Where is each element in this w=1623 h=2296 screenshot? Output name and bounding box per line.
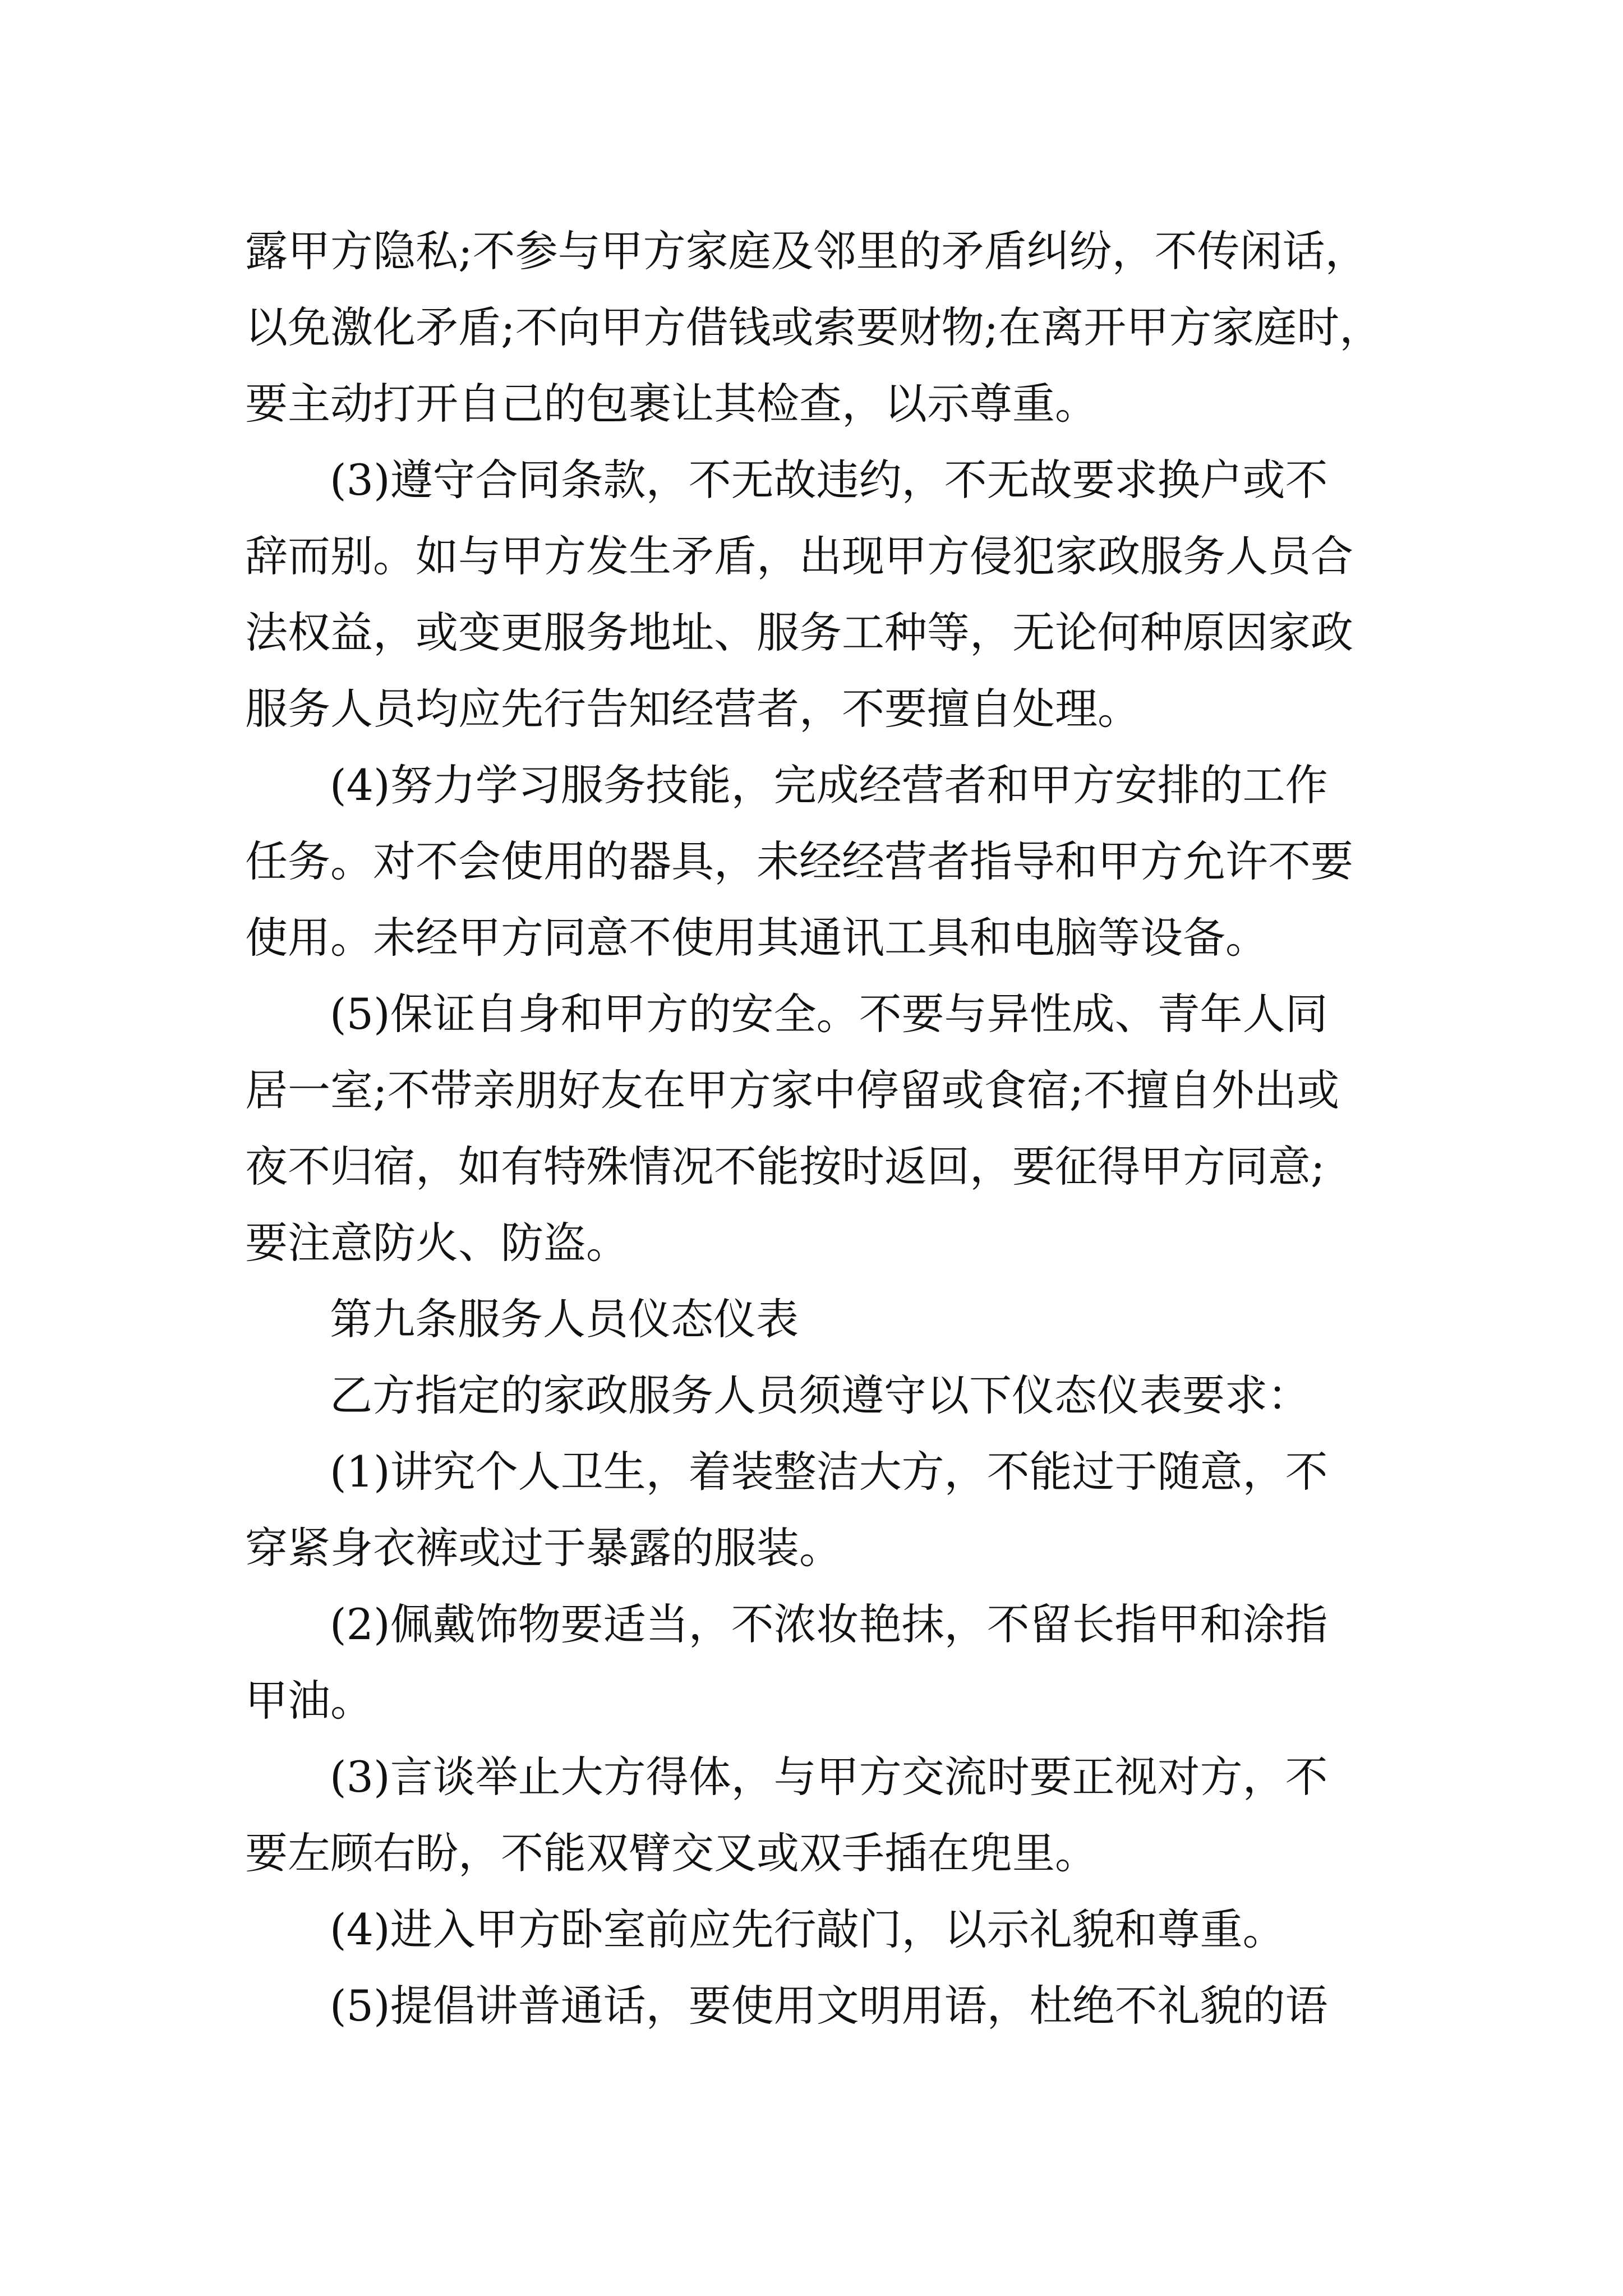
text-line-10: 使用。未经甲方同意不使用其通讯工具和电脑等设备。	[245, 913, 1268, 963]
text-line-24: (5)提倡讲普通话，要使用文明用语，杜绝不礼貌的语	[330, 1981, 1328, 2031]
text-line-6: 法权益，或变更服务地址、服务工种等，无论何种原因家政	[245, 608, 1353, 657]
text-line-4: (3)遵守合同条款，不无故违约，不无故要求换户或不	[330, 455, 1328, 505]
text-line-7: 服务人员均应先行告知经营者，不要擅自处理。	[245, 684, 1140, 734]
text-line-1: 露甲方隐私;不参与甲方家庭及邻里的矛盾纠纷，不传闲话，	[245, 226, 1368, 276]
text-line-16: 乙方指定的家政服务人员须遵守以下仪态仪表要求：	[330, 1370, 1310, 1420]
text-line-2: 以免激化矛盾;不向甲方借钱或索要财物;在离开甲方家庭时，	[245, 302, 1382, 352]
text-line-8: (4)努力学习服务技能，完成经营者和甲方安排的工作	[330, 760, 1328, 810]
text-line-17: (1)讲究个人卫生，着装整洁大方，不能过于随意，不	[330, 1447, 1328, 1497]
text-line-23: (4)进入甲方卧室前应先行敲门，以示礼貌和尊重。	[330, 1904, 1285, 1954]
text-line-5: 辞而别。如与甲方发生矛盾，出现甲方侵犯家政服务人员合	[245, 531, 1353, 581]
text-line-14: 要注意防火、防盗。	[245, 1218, 629, 1268]
section-heading: 第九条服务人员仪态仪表	[330, 1294, 799, 1344]
text-line-11: (5)保证自身和甲方的安全。不要与异性成、青年人同	[330, 989, 1328, 1039]
text-line-3: 要主动打开自己的包裹让其检查，以示尊重。	[245, 379, 1098, 429]
text-line-18: 穿紧身衣裤或过于暴露的服装。	[245, 1523, 842, 1573]
text-line-9: 任务。对不会使用的器具，未经经营者指导和甲方允许不要	[245, 836, 1353, 886]
text-line-21: (3)言谈举止大方得体，与甲方交流时要正视对方，不	[330, 1752, 1328, 1802]
text-line-12: 居一室;不带亲朋好友在甲方家中停留或食宿;不擅自外出或	[245, 1065, 1340, 1115]
text-line-20: 甲油。	[245, 1676, 373, 1726]
text-line-22: 要左顾右盼，不能双臂交叉或双手插在兜里。	[245, 1828, 1098, 1878]
text-line-13: 夜不归宿，如有特殊情况不能按时返回，要征得甲方同意;	[245, 1142, 1325, 1191]
text-line-19: (2)佩戴饰物要适当，不浓妆艳抹，不留长指甲和涂指	[330, 1599, 1328, 1649]
